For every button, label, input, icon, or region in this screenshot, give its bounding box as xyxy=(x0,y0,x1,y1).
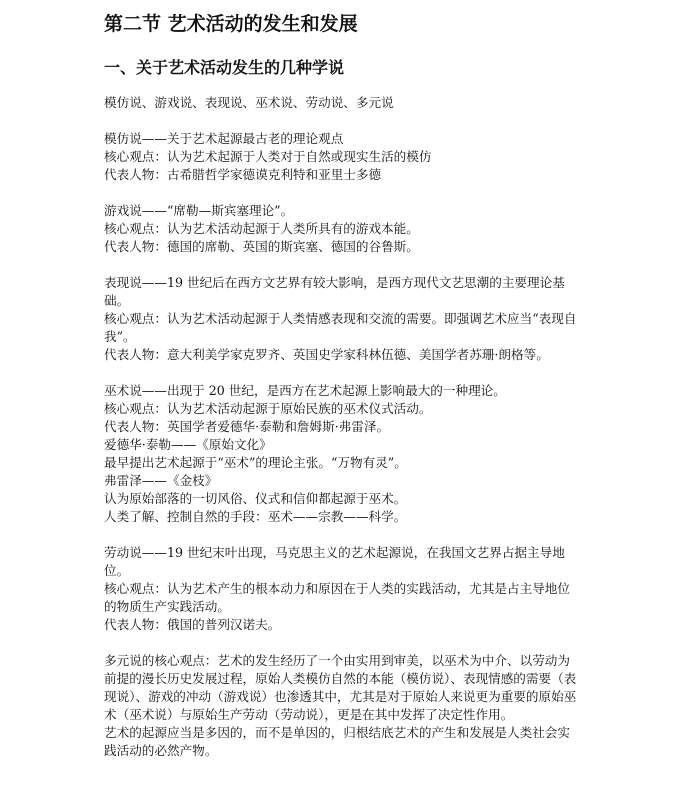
theories-list-line: 模仿说、游戏说、表现说、巫术说、劳动说、多元说 xyxy=(104,95,394,110)
theories-list xyxy=(104,94,582,112)
play-theory-paragraph xyxy=(104,202,582,256)
play-representatives: 代表人物：德国的席勒、英国的斯宾塞、德国的谷鲁斯。 xyxy=(104,239,419,254)
tylor-view: 最早提出艺术起源于“巫术”的理论主张。“万物有灵”。 xyxy=(104,455,407,470)
expression-representatives: 代表人物：意大利美学家克罗齐、英国史学家科林伍德、美国学者苏珊·朗格等。 xyxy=(104,347,549,362)
pluralism-core-view: 多元说的核心观点：艺术的发生经历了一个由实用到审美，以巫术为中介、以劳动为前提的漫长历史发展过程，原始人类模仿自然的本能（模仿说）、表现情感的需要（表现说）、游戏的冲动（游戏说）也渗透其中，尤其是对于原始人来说更为重要的原始巫术（巫术说）与原始生产劳动（劳动说），更是在其中发挥了决定性作用。 xyxy=(104,653,577,722)
frazer-work: 弗雷泽——《金枝》 xyxy=(104,473,218,488)
imitation-representatives: 代表人物：古希腊哲学家德谟克利特和亚里士多德 xyxy=(104,167,382,182)
pluralism-paragraph xyxy=(104,652,582,760)
magic-core-view: 核心观点：认为艺术活动起源于原始民族的巫术仪式活动。 xyxy=(104,401,432,416)
imitation-core-view: 核心观点：认为艺术起源于人类对于自然或现实生活的模仿 xyxy=(104,149,432,164)
magic-representatives: 代表人物：英国学者爱德华·泰勒和詹姆斯·弗雷泽。 xyxy=(104,419,390,434)
magic-theory-paragraph xyxy=(104,382,582,526)
tylor-work: 爱德华·泰勒——《原始文化》 xyxy=(104,437,272,452)
imitation-theory-paragraph xyxy=(104,130,582,184)
labor-core-view: 核心观点：认为艺术产生的根本动力和原因在于人类的实践活动，尤其是占主导地位的物质生产实践活动。 xyxy=(104,581,570,614)
play-core-view: 核心观点：认为艺术活动起源于人类所具有的游戏本能。 xyxy=(104,221,419,236)
document-body xyxy=(104,94,582,760)
subsection-title: 一、关于艺术活动发生的几种学说 xyxy=(104,58,345,77)
play-theory-heading: 游戏说——“席勒—斯宾塞理论”。 xyxy=(104,203,294,218)
labor-representatives: 代表人物：俄国的普列汉诺夫。 xyxy=(104,617,281,632)
expression-theory-paragraph xyxy=(104,274,582,364)
labor-theory-heading: 劳动说——19 世纪末叶出现，马克思主义的艺术起源说，在我国文艺界占据主导地位。 xyxy=(104,545,565,578)
expression-core-view: 核心观点：认为艺术活动起源于人类情感表现和交流的需要。即强调艺术应当“表现自我”。 xyxy=(104,311,577,344)
nature-control-means: 人类了解、控制自然的手段：巫术——宗教——科学。 xyxy=(104,509,407,524)
imitation-theory-heading: 模仿说——关于艺术起源最古老的理论观点 xyxy=(104,131,344,146)
expression-theory-heading: 表现说——19 世纪后在西方文艺界有较大影响，是西方现代文艺思潮的主要理论基础。 xyxy=(104,275,565,308)
labor-theory-paragraph xyxy=(104,544,582,634)
section-title: 第二节 艺术活动的发生和发展 xyxy=(104,13,358,35)
frazer-view: 认为原始部落的一切风俗、仪式和信仰都起源于巫术。 xyxy=(104,491,407,506)
magic-theory-heading: 巫术说——出现于 20 世纪，是西方在艺术起源上影响最大的一种理论。 xyxy=(104,383,506,398)
origin-conclusion: 艺术的起源应当是多因的，而不是单因的，归根结底艺术的产生和发展是人类社会实践活动的必然产物。 xyxy=(104,725,570,758)
